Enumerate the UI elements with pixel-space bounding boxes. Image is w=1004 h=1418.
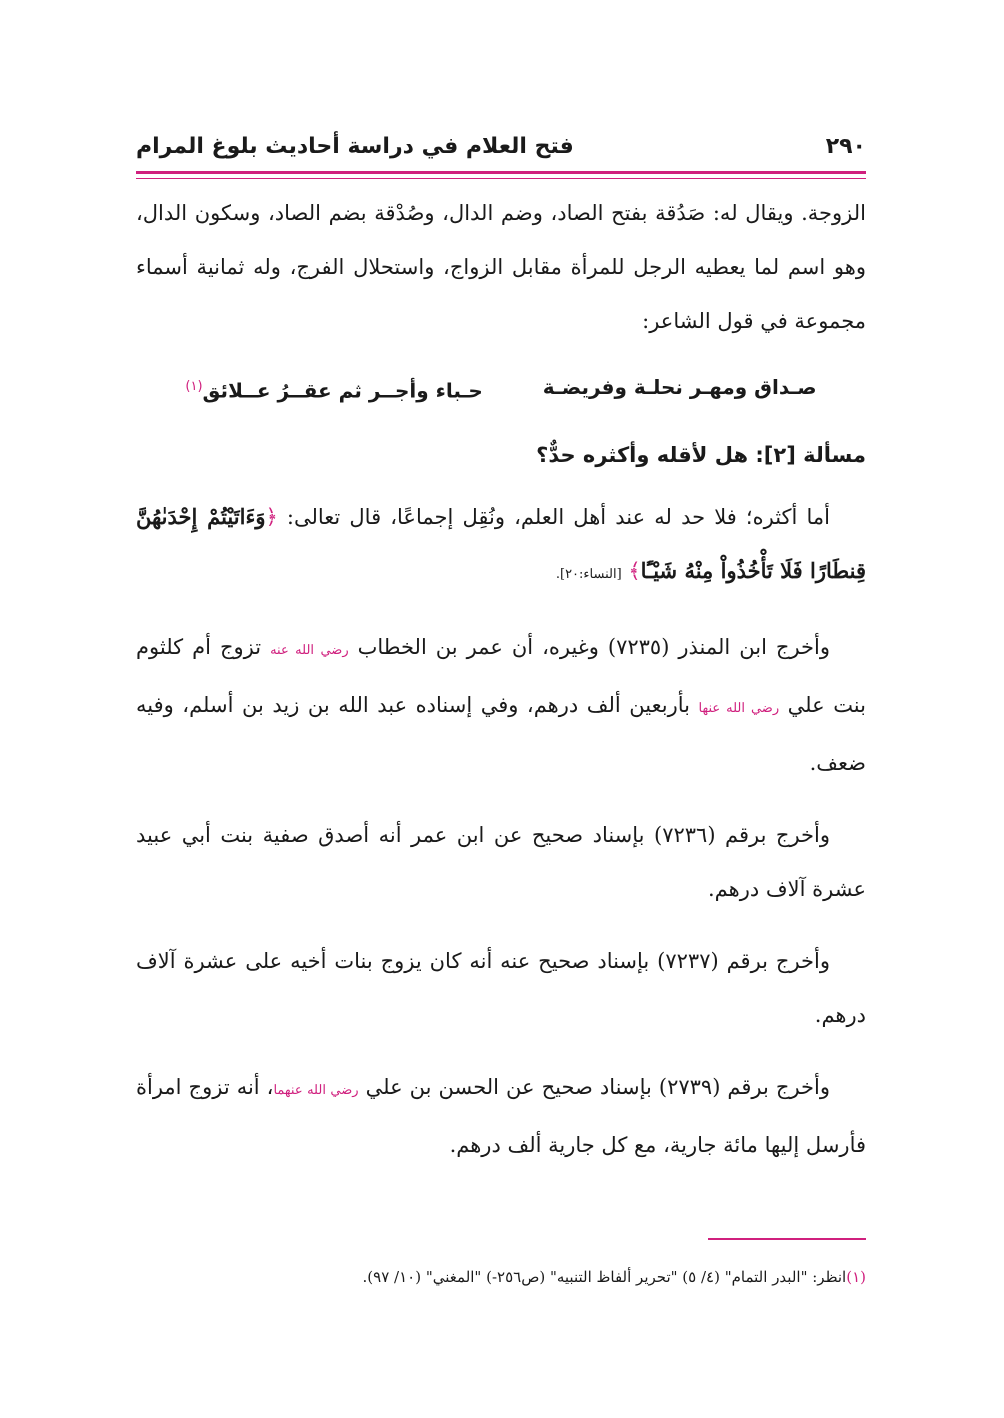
issue-question: هل لأقله وأكثره حدٌّ؟ [536,443,749,467]
paragraph-sadaq-definition: الزوجة. ويقال له: صَدُقة بفتح الصاد، وضم الدال، وصُدْقة بضم الصاد، وسكون الدال، وهو اسم لما يعطيه الرجل للمرأة مقابل الزواج، واستحلال الفرج، وله ثمانية أسماء مجموعة في قول الشاعر: [136,201,866,333]
page-number: ٢٩٠ [825,134,866,159]
issue-heading [136,428,866,482]
poem-second-text: حـباء وأجــر ثم عقــرُ عــلائق [202,378,483,403]
p3-c: بأربعين ألف درهم، وفي إسناده عبد الله بن زيد بن أسلم، وفيه ضعف. [136,693,866,775]
paragraph-no-maximum [136,490,866,602]
paragraph-hasan-ibn-ali [136,1060,866,1172]
paragraph-ibn-umar-safiyya: وأخرج برقم (٧٢٣٦) بإسناد صحيح عن ابن عمر أنه أصدق صفية بنت أبي عبيد عشرة آلاف درهم. [136,823,866,901]
header-rule-thick [136,171,866,174]
book-title: فتح العلام في دراسة أحاديث بلوغ المرام [136,134,574,159]
poem-verse [136,356,866,418]
issue-label: مسألة [٢]: [755,443,866,467]
honorific-radiallahu-anha: رضي الله عنها [698,701,780,716]
paragraph-umar-umm-kulthum [136,620,866,790]
running-header [136,128,866,168]
p6-a: وأخرج برقم (٢٧٣٩) بإسناد صحيح عن الحسن بن علي [365,1075,830,1099]
quran-verse: وَءَاتَيْتُمْ إِحْدَىٰهُنَّ قِنطَارًا فَلَا تَأْخُذُواْ مِنْهُ شَيْـًٔا [136,504,866,583]
footnote-reference[interactable]: (١) [185,379,203,394]
p3-a: وأخرج ابن المنذر (٧٢٣٥) وغيره، أن عمر بن الخطاب [357,635,831,659]
page [136,0,866,1418]
poem-first-hemistich: صـداق ومهـر نحلـة وفريضـة [542,375,817,399]
footnote-number: (١) [846,1268,866,1286]
p2-text: أما أكثره؛ فلا حد له عند أهل العلم، ونُقِل إجماعًا، قال تعالى: [286,505,830,529]
p6-b: ، أنه تزوج امرأة فأرسل إليها مائة جارية، مع كل جارية ألف درهم. [136,1075,866,1157]
header-rule-thin [136,178,866,179]
footnote [136,1260,866,1294]
quran-open-bracket: ﴿ [265,505,278,529]
footnote-text: انظر: "البدر التمام" (٤/ ٥) "تحرير ألفاظ التنبيه" (ص٢٥٦-) "المغني" (١٠/ ٩٧). [362,1268,847,1286]
quran-close-bracket: ﴾ [628,559,641,583]
footnote-separator [708,1238,866,1240]
poem-second-hemistich [185,356,482,418]
p3-b: تزوج أم كلثوم بنت علي [136,635,866,717]
verse-reference: [النساء:٢٠]. [555,567,622,582]
honorific-radiallahu-anhuma: رضي الله عنهما [273,1083,359,1098]
paragraph-nieces-dowry: وأخرج برقم (٧٢٣٧) بإسناد صحيح عنه أنه كان يزوج بنات أخيه على عشرة آلاف درهم. [136,949,866,1027]
honorific-radiallahu-anhu: رضي الله عنه [270,643,349,658]
main-text [136,186,866,1172]
